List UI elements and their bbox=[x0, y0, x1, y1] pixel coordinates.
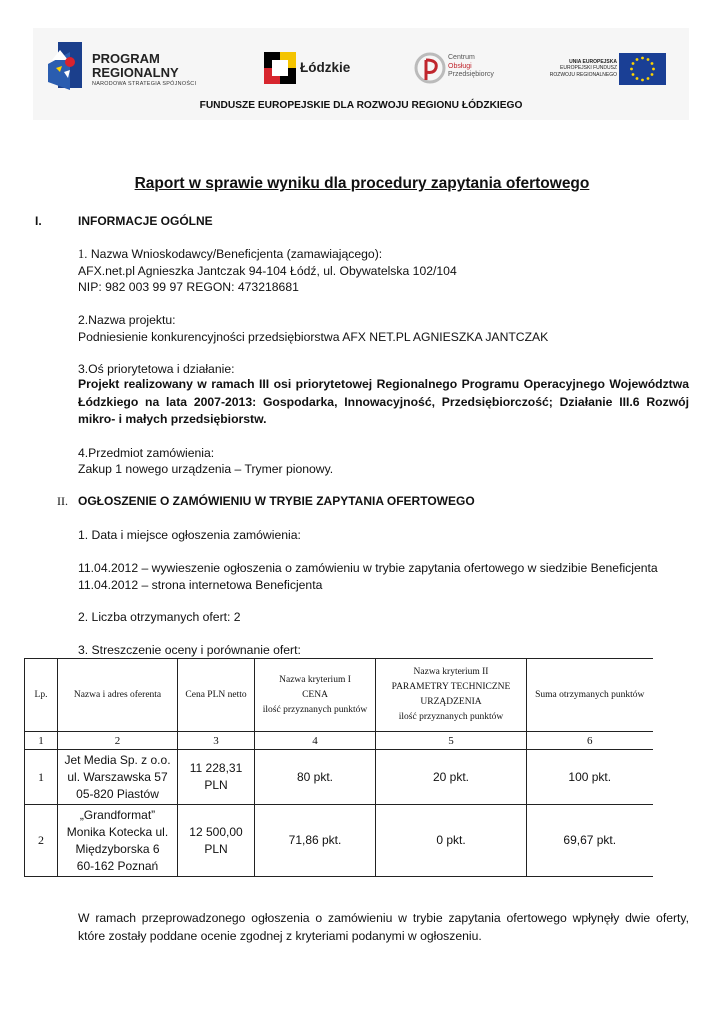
eu-fund-text bbox=[540, 59, 617, 78]
priority-axis-value: Projekt realizowany w ramach III osi priorytetowej Regionalnego Programu Operacyjnego Województwa Łódzkiego na lata 2007-2013: Gospodarka, Innowacyjność, Przedsiębiorczość; Działanie III.6 Rozwój mikro- i małych przedsiębiorstw. bbox=[78, 377, 689, 426]
table-row bbox=[25, 805, 653, 877]
offeror-line: 60-162 Poznań bbox=[76, 858, 159, 873]
crit2-line-3: URZĄDZENIA bbox=[420, 697, 482, 707]
header-sum: Suma otrzymanych punktów bbox=[527, 659, 653, 732]
row-criterion-1: 71,86 pkt. bbox=[255, 805, 376, 877]
applicant-ids: NIP: 982 003 99 97 REGON: 473218681 bbox=[78, 280, 299, 294]
offers-count: 2. Liczba otrzymanych ofert: 2 bbox=[78, 610, 241, 624]
header-criterion-1 bbox=[255, 659, 376, 732]
column-number: 5 bbox=[376, 732, 527, 750]
applicant-label bbox=[78, 247, 382, 262]
column-number: 6 bbox=[527, 732, 653, 750]
order-subject-value: Zakup 1 nowego urządzenia – Trymer pionowy. bbox=[78, 462, 334, 476]
cop-line-3: Przedsiębiorcy bbox=[448, 71, 494, 79]
crit1-line-2: CENA bbox=[302, 689, 328, 700]
header-price: Cena PLN netto bbox=[178, 659, 255, 732]
row-lp: 2 bbox=[25, 805, 58, 877]
offeror-line: Monika Kotecka ul. bbox=[66, 824, 169, 839]
lodzkie-logo bbox=[264, 52, 296, 87]
applicant-address: AFX.net.pl Agnieszka Jantczak 94-104 Łódź, ul. Obywatelska 102/104 bbox=[78, 264, 457, 278]
program-line-1: PROGRAM bbox=[92, 51, 160, 66]
crit2-line-2: PARAMETRY TECHNICZNE bbox=[391, 682, 511, 692]
eu-line-2: EUROPEJSKI FUNDUSZ bbox=[560, 65, 617, 72]
row-price bbox=[178, 805, 255, 877]
announcement-date-line-2: 11.04.2012 – strona internetowa Beneficjenta bbox=[78, 578, 323, 592]
column-number-row bbox=[25, 732, 653, 750]
row-criterion-2: 0 pkt. bbox=[376, 805, 527, 877]
column-number: 3 bbox=[178, 732, 255, 750]
cop-line-1: Centrum bbox=[448, 54, 475, 61]
section-1-numeral: I. bbox=[35, 214, 42, 228]
summary-paragraph: W ramach przeprowadzonego ogłoszenia o zamówieniu w trybie zapytania ofertowego wpłynęły dwie oferty, które zostały poddane ocenie zgodnej z kryteriami podanymi w ogłoszeniu. bbox=[78, 911, 689, 943]
page-title: Raport w sprawie wyniku dla procedury zapytania ofertowego bbox=[134, 175, 590, 192]
offers-table bbox=[24, 658, 653, 877]
price-value: 11 228,31 bbox=[189, 761, 243, 775]
price-value: 12 500,00 bbox=[189, 824, 243, 839]
price-currency: PLN bbox=[204, 778, 228, 792]
row-sum: 69,67 pkt. bbox=[527, 805, 653, 877]
section-2-heading: OGŁOSZENIE O ZAMÓWIENIU W TRYBIE ZAPYTANIA OFERTOWEGO bbox=[78, 494, 475, 508]
column-number: 4 bbox=[255, 732, 376, 750]
lodzkie-name: Łódzkie bbox=[300, 60, 351, 75]
header-criterion-2 bbox=[376, 659, 527, 732]
offeror-line: Międzyborska 6 bbox=[75, 841, 160, 856]
program-regionalny-name bbox=[92, 52, 179, 80]
program-regionalny-logo bbox=[48, 42, 88, 97]
offeror-line: Jet Media Sp. z o.o. bbox=[64, 752, 171, 767]
eu-line-1: UNIA EUROPEJSKA bbox=[569, 59, 617, 65]
row-lp: 1 bbox=[25, 750, 58, 805]
project-name-value: Podniesienie konkurencyjności przedsiębiorstwa AFX NET.PL AGNIESZKA JANTCZAK bbox=[78, 330, 549, 344]
project-name-label: 2.Nazwa projektu: bbox=[78, 313, 176, 327]
centrum-obslugi-logo bbox=[414, 52, 446, 89]
section-2-numeral: II. bbox=[57, 494, 68, 508]
row-sum: 100 pkt. bbox=[527, 750, 653, 805]
column-number: 2 bbox=[58, 732, 178, 750]
price-currency: PLN bbox=[204, 841, 228, 856]
announcement-date-line-1: 11.04.2012 – wywieszenie ogłoszenia o zamówieniu w trybie zapytania ofertowego w siedzibie Beneficjenta bbox=[78, 561, 658, 575]
crit1-line-1: Nazwa kryterium I bbox=[279, 674, 351, 685]
row-offeror bbox=[58, 805, 178, 877]
order-subject-label: 4.Przedmiot zamówienia: bbox=[78, 446, 215, 460]
table-row bbox=[25, 750, 653, 805]
funds-line: FUNDUSZE EUROPEJSKIE DLA ROZWOJU REGIONU ŁÓDZKIEGO bbox=[199, 100, 523, 111]
applicant-label-text: . Nazwa Wnioskodawcy/Beneficjenta (zamawiającego): bbox=[84, 247, 383, 261]
table-header-row bbox=[25, 659, 653, 732]
header-lp: Lp. bbox=[25, 659, 58, 732]
crit2-line-4: ilość przyznanych punktów bbox=[398, 712, 504, 722]
header-name: Nazwa i adres oferenta bbox=[58, 659, 178, 732]
program-line-2: REGIONALNY bbox=[92, 65, 179, 80]
offeror-line: „Grandformat” bbox=[79, 807, 156, 822]
row-criterion-1: 80 pkt. bbox=[255, 750, 376, 805]
row-price bbox=[178, 750, 255, 805]
row-criterion-2: 20 pkt. bbox=[376, 750, 527, 805]
priority-axis-label: 3.Oś priorytetowa i działanie: bbox=[78, 362, 235, 376]
eu-flag-icon bbox=[619, 53, 666, 88]
cop-line-2: Obsługi bbox=[448, 62, 472, 70]
applicant-label-number: 1 bbox=[78, 247, 85, 261]
announcement-date-label: 1. Data i miejsce ogłoszenia zamówienia: bbox=[78, 528, 301, 542]
program-subtitle: NARODOWA STRATEGIA SPÓJNOŚCI bbox=[92, 81, 197, 87]
centrum-obslugi-name bbox=[448, 54, 494, 80]
crit1-line-3: ilość przyznanych punktów bbox=[262, 704, 368, 715]
crit2-line-1: Nazwa kryterium II bbox=[413, 667, 489, 677]
eu-line-3: ROZWOJU REGIONALNEGO bbox=[549, 71, 617, 78]
section-1-heading: INFORMACJE OGÓLNE bbox=[78, 214, 213, 228]
comparison-label: 3. Streszczenie oceny i porównanie ofert: bbox=[78, 643, 301, 657]
offeror-line: ul. Warszawska 57 bbox=[67, 769, 168, 784]
row-offeror bbox=[58, 750, 178, 805]
column-number: 1 bbox=[25, 732, 58, 750]
offeror-line: 05-820 Piastów bbox=[76, 786, 159, 801]
